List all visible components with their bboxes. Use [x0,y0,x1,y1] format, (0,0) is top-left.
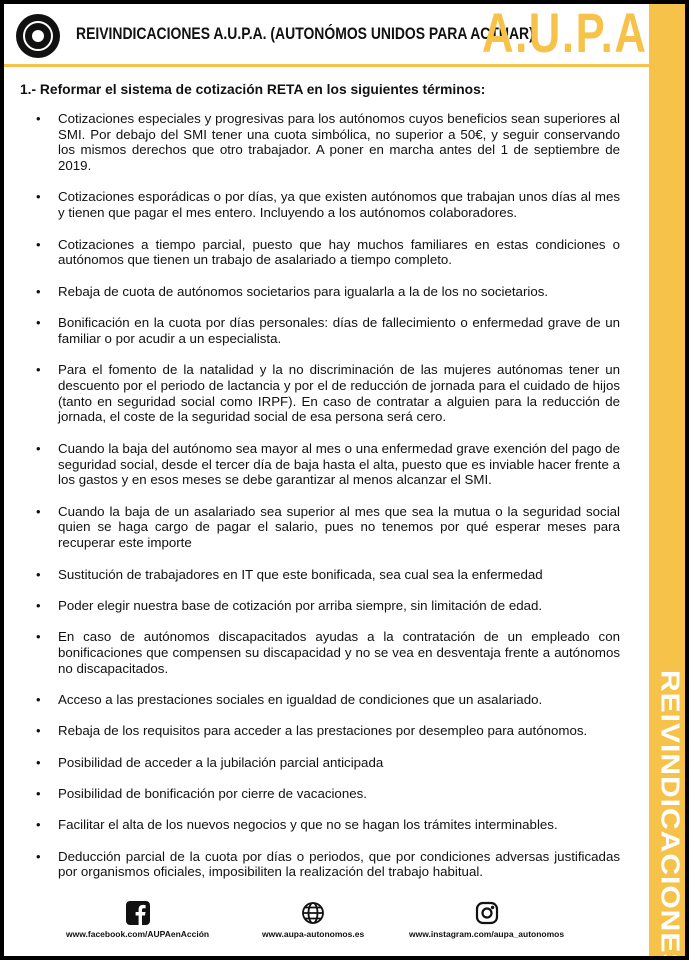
list-item: • Facilitar el alta de los nuevos negocios y que no se hagan los trámites interminables. [20,817,620,833]
list-item: • Rebaja de cuota de autónomos societarios para igualarla a la de los no societarios. [20,284,620,300]
list-item: • Cuando la baja de un asalariado sea superior al mes que sea la mutua o la seguridad social quien se haga cargo de pagar el salario, pues no tenemos por qué esperar meses para recuperar este importe [20,504,620,551]
list-item: • Cotizaciones a tiempo parcial, puesto que hay muchos familiares en estas condiciones o autónomos que tienen un trabajo de asalariado a tiempo completo. [20,237,620,269]
list-item: • Posibilidad de bonificación por cierre de vacaciones. [20,786,620,802]
brand-name: A.U.P.A. [482,1,662,64]
list-item: • Cotizaciones especiales y progresivas para los autónomos cuyos beneficios sean superiores al SMI. Por debajo del SMI tener una cuota simbólica, no superior a 50€, y seguir conservando los mismos derechos que otro trabajador. A poner en marcha antes del 1 de septiembre de 2019. [20,111,620,174]
list-item: • Cuando la baja del autónomo sea mayor al mes o una enfermedad grave exención del pago de seguridad social, desde el tercer día de baja hasta el alta, puesto que es inviable hacer frente a los gastos y en esos meses se debe garantizar al menos alcanzar el SMI. [20,441,620,488]
list-item: • Cotizaciones esporádicas o por días, ya que existen autónomos que trabajan unos días al mes y tienen que pagar el mes entero. Incluyendo a los autónomos colaboradores. [20,189,620,221]
instagram-link[interactable]: www.instagram.com/aupa_autonomos [409,929,565,939]
list-item: • Posibilidad de acceder a la jubilación parcial anticipada [20,755,620,771]
list-item: • Sustitución de trabajadores en IT que este bonificada, sea cual sea la enfermedad [20,567,620,583]
list-item: • Poder elegir nuestra base de cotización por arriba siempre, sin limitación de edad. [20,598,620,614]
list-item: • Para el fomento de la natalidad y la no discriminación de las mujeres autónomas tener un descuento por el periodo de lactancia y por el de reducción de jornada para el cuidado de hijos (tanto en seguridad social como IRPF). En caso de contratar a alguien para la reducción de jornada, el coste de la seguridad social de esa persona será cero. [20,362,620,425]
sidebar-text: REIVINDICACIONES [655,670,684,974]
list-item: • En caso de autónomos discapacitados ayudas a la contratación de un empleado con bonificaciones que compensen su discapacidad y no se vea en desventaja frente a autónomos no discapacitados. [20,629,620,676]
section-title: 1.- Reformar el sistema de cotización RETA en los siguientes términos: [20,82,486,97]
facebook-link[interactable]: www.facebook.com/AUPAenAcción [66,929,210,939]
list-item: • Rebaja de los requisitos para acceder a las prestaciones por desempleo para autónomos. [20,723,620,739]
website-link[interactable]: www.aupa-autonomos.es [262,929,365,939]
list-item: • Deducción parcial de la cuota por días o periodos, que por condiciones adversas justificadas por organismos oficiales, imposibiliten la realización del trabajo habitual. [20,849,620,881]
list-item: • Acceso a las prestaciones sociales en igualdad de condiciones que un asalariado. [20,692,620,708]
list-item: • Bonificación en la cuota por días personales: días de fallecimiento o enfermedad grave de un familiar o por acudir a un especialista. [20,315,620,347]
header-title: REIVINDICACIONES A.U.P.A. (AUTONÓMOS UNIDOS PARA ACTUAR) [76,24,534,43]
